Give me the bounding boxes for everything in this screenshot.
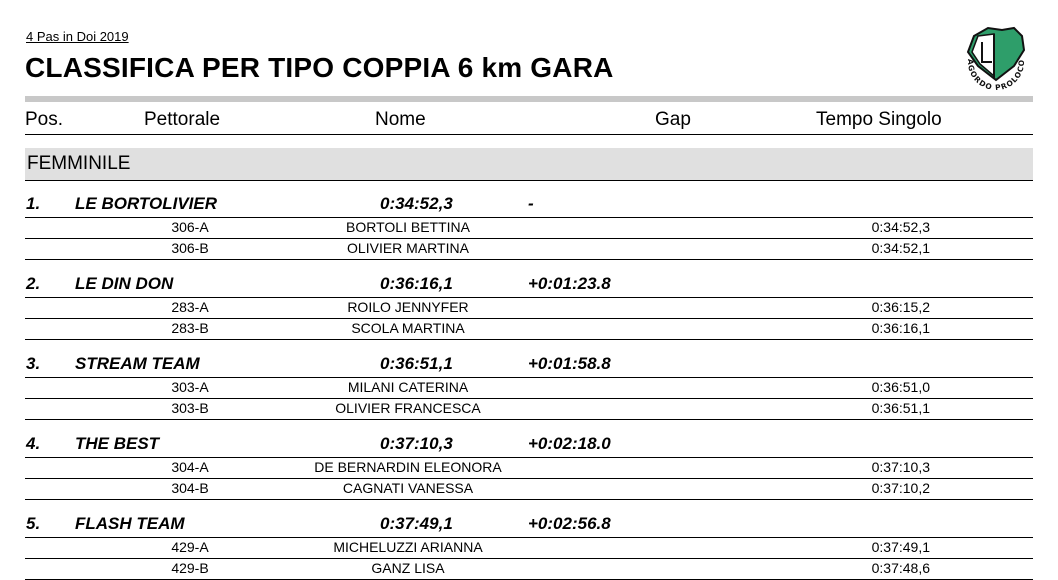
team-rule [25, 217, 1033, 218]
member-time: 0:34:52,1 [871, 240, 930, 256]
team-name: FLASH TEAM [75, 514, 185, 533]
member-name: CAGNATI VANESSA [342, 480, 474, 496]
member-name: SCOLA MARTINA [351, 320, 465, 336]
member-time: 0:36:16,1 [871, 320, 930, 336]
member-name: MILANI CATERINA [347, 379, 469, 395]
member-bib: 429-B [171, 560, 209, 576]
member-bib: 283-A [171, 299, 209, 315]
category-rule [25, 180, 1033, 181]
team-time: 0:37:49,1 [380, 514, 453, 533]
member-name: DE BERNARDIN ELEONORA [314, 459, 502, 475]
member-bib: 283-B [171, 320, 209, 336]
team-position: 3. [26, 354, 41, 373]
member-rule [25, 499, 1033, 500]
category-label: FEMMINILE [27, 153, 131, 174]
member-name: BORTOLI BETTINA [346, 219, 470, 235]
team-position: 1. [26, 194, 41, 213]
member-bib: 304-B [171, 480, 209, 496]
logo-text: AGORDO PROLOCO [965, 58, 1027, 93]
member-time: 0:34:52,3 [871, 219, 930, 235]
member-time: 0:36:51,1 [871, 400, 930, 416]
member-rule [25, 318, 1033, 319]
member-bib: 303-A [171, 379, 209, 395]
column-header-nome: Nome [375, 109, 426, 130]
team-name: THE BEST [75, 434, 160, 453]
agordo-proloco-logo [958, 22, 1034, 98]
team-name: STREAM TEAM [75, 354, 200, 373]
team-time: 0:36:51,1 [380, 354, 453, 373]
header-rule [25, 134, 1033, 135]
member-rule [25, 259, 1033, 260]
member-bib: 306-A [171, 219, 209, 235]
team-gap: +0:01:23.8 [528, 274, 611, 293]
team-time: 0:34:52,3 [380, 194, 453, 213]
event-name: 4 Pas in Doi 2019 [26, 29, 129, 44]
column-header-pos: Pos. [25, 109, 64, 130]
member-rule [25, 558, 1033, 559]
member-bib: 304-A [171, 459, 209, 475]
member-bib: 306-B [171, 240, 209, 256]
team-gap: - [528, 194, 534, 213]
member-time: 0:36:51,0 [871, 379, 930, 395]
member-name: OLIVIER FRANCESCA [335, 400, 481, 416]
member-name: MICHELUZZI ARIANNA [333, 539, 483, 555]
member-bib: 429-A [171, 539, 209, 555]
team-gap: +0:01:58.8 [528, 354, 611, 373]
member-rule [25, 478, 1033, 479]
team-position: 2. [26, 274, 41, 293]
member-name: OLIVIER MARTINA [347, 240, 469, 256]
team-rule [25, 297, 1033, 298]
header-separator [25, 96, 1033, 102]
team-rule [25, 457, 1033, 458]
team-time: 0:36:16,1 [380, 274, 453, 293]
team-position: 4. [26, 434, 41, 453]
team-time: 0:37:10,3 [380, 434, 453, 453]
member-time: 0:36:15,2 [871, 299, 930, 315]
member-time: 0:37:48,6 [871, 560, 930, 576]
member-bib: 303-B [171, 400, 209, 416]
member-name: ROILO JENNYFER [347, 299, 469, 315]
column-header-gap: Gap [655, 109, 691, 130]
member-rule [25, 339, 1033, 340]
page-title: CLASSIFICA PER TIPO COPPIA 6 km GARA [25, 52, 614, 83]
team-position: 5. [26, 514, 41, 533]
team-name: LE DIN DON [75, 274, 174, 293]
team-rule [25, 377, 1033, 378]
team-gap: +0:02:56.8 [528, 514, 611, 533]
member-time: 0:37:49,1 [871, 539, 930, 555]
team-name: LE BORTOLIVIER [75, 194, 218, 213]
member-name: GANZ LISA [371, 560, 445, 576]
member-rule [25, 238, 1033, 239]
team-gap: +0:02:18.0 [528, 434, 611, 453]
column-header-tempo-singolo: Tempo Singolo [816, 109, 942, 130]
member-time: 0:37:10,2 [871, 480, 930, 496]
column-header-pettorale: Pettorale [144, 109, 221, 130]
member-rule [25, 398, 1033, 399]
category-band [25, 148, 1033, 181]
member-time: 0:37:10,3 [871, 459, 930, 475]
member-rule [25, 419, 1033, 420]
team-rule [25, 537, 1033, 538]
